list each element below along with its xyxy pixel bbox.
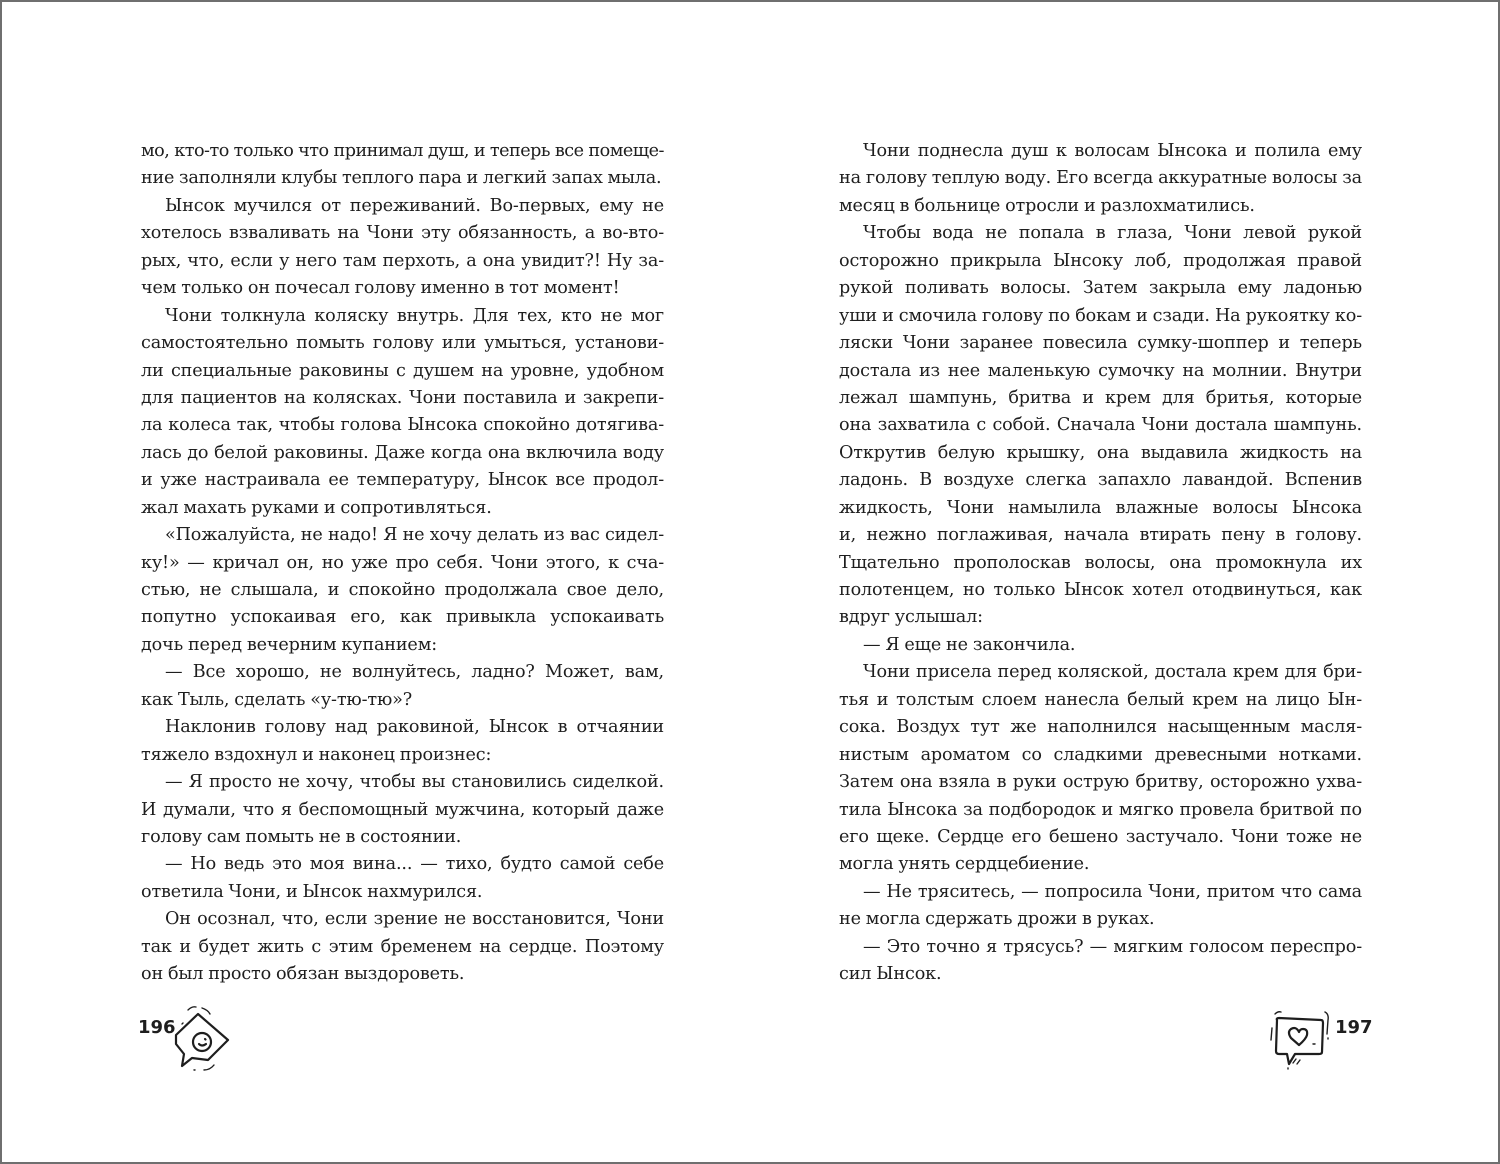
text-line: могла унять сердцебиение. [839,854,1090,875]
text-line: тья и толстым слоем нанесла белый крем на лицо Ын- [839,689,1362,710]
text-line: сока. Воздух тут же наполнился насыщенным масля- [839,717,1362,738]
text-line: мо, кто-то только что принимал душ, и теперь все помеще- [141,141,664,161]
text-line: — Все хорошо, не волнуйтесь, ладно? Может, вам, [165,662,664,683]
text-line: Наклонив голову над раковиной, Ынсок в отчаянии [165,717,664,738]
text-line: на голову теплую воду. Его всегда аккуратные волосы за [839,168,1362,189]
text-line: жидкость, Чони намылила влажные волосы Ынсока [839,497,1362,518]
text-line: самостоятельно помыть голову или умыться, установи- [141,333,664,354]
text-line: как Тыль, сделать «у-тю-тю»? [141,689,413,710]
text-line: вдруг услышал: [839,607,983,628]
text-line: ние заполняли клубы теплого пара и легкий запах мыла. [141,168,662,189]
text-line: Чони толкнула коляску внутрь. Для тех, кто не мог [165,305,664,326]
text-line: достала из нее маленькую сумочку на молнии. Внутри [839,360,1362,381]
text-line: ответила Чони, и Ынсок нахмурился. [141,881,483,902]
text-line: рых, что, если у него там перхоть, а она увидит?! Ну за- [141,250,664,271]
text-line: попутно успокаивая его, как привыкла успокаивать [141,607,664,628]
text-line: — Я еще не закончила. [863,634,1076,655]
page-number-right: 197 [1335,1017,1373,1038]
page-number-left: 196 [138,1017,176,1038]
text-line: — Не тряситесь, — попросила Чони, притом что сама [863,881,1362,902]
text-line: Затем она взяла в руки острую бритву, осторожно ухва- [839,772,1362,793]
text-line: И думали, что я беспомощный мужчина, который даже [141,799,664,820]
text-line: — Это точно я трясусь? — мягким голосом переспро- [863,936,1362,957]
text-line: стью, не слышала, и спокойно продолжала свое дело, [141,580,664,600]
text-line: Открутив белую крышку, она выдавила жидкость на [839,442,1362,463]
text-line: хотелось взваливать на Чони эту обязанность, а во-вто- [141,223,664,244]
text-line: Ынсок мучился от переживаний. Во-первых, ему не [165,195,664,216]
text-line: он был просто обязан выздороветь. [141,964,465,985]
text-line: Тщательно прополоскав волосы, она промокнула их [839,552,1362,573]
text-line: — Но ведь это моя вина... — тихо, будто самой себе [165,854,664,875]
text-line: его щеке. Сердце его бешено застучало. Чони тоже не [839,826,1362,847]
text-line: ляски Чони заранее повесила сумку-шоппер и теперь [839,333,1362,354]
right-page-text [839,138,1362,989]
text-line: тяжело вздохнул и наконец произнес: [141,744,492,765]
text-line: и, нежно поглаживая, начала втирать пену в голову. [839,525,1362,546]
smiley-speech-bubble-icon [168,1002,238,1074]
text-line: тила Ынсока за подбородок и мягко провела бритвой по [839,799,1362,820]
text-line: Чтобы вода не попала в глаза, Чони левой рукой [863,223,1362,244]
text-line: осторожно прикрыла Ынсоку лоб, продолжая правой [839,250,1362,271]
text-line: так и будет жить с этим бременем на сердце. Поэтому [141,936,664,957]
text-line: лежал шампунь, бритва и крем для бритья, которые [839,387,1362,408]
text-line: Чони присела перед коляской, достала крем для бри- [863,662,1362,683]
text-line: ли специальные раковины с душем на уровне, удобном [141,360,664,381]
text-line: для пациентов на колясках. Чони поставила и закрепи- [141,387,664,408]
text-line: месяц в больнице отросли и разлохматились. [839,195,1255,216]
text-line: она захватила с собой. Сначала Чони достала шампунь. [839,415,1362,436]
text-line: дочь перед вечерним купанием: [141,634,438,655]
text-line: — Я просто не хочу, чтобы вы становились сиделкой. [165,772,664,793]
text-line: и уже настраивала ее температуру, Ынсок все продол- [141,470,664,491]
heart-speech-bubble-icon [1265,1008,1335,1072]
text-line: голову сам помыть не в состоянии. [141,826,462,847]
text-line: ладонь. В воздухе слегка запахло лавандой. Вспенив [839,470,1362,491]
text-line: лась до белой раковины. Даже когда она включила воду [141,442,664,463]
text-line: Чони поднесла душ к волосам Ынсока и полила ему [863,141,1362,161]
text-line: Он осознал, что, если зрение не восстановится, Чони [165,909,664,930]
left-page-text [141,138,664,989]
text-line: не могла сдержать дрожи в руках. [839,909,1155,930]
text-line: уши и смочила голову по бокам и сзади. На рукоятку ко- [839,305,1362,326]
text-line: чем только он почесал голову именно в тот момент! [141,278,620,299]
text-line: ку!» — кричал он, но уже про себя. Чони этого, к сча- [141,552,664,573]
text-line: жал махать руками и сопротивляться. [141,497,492,518]
text-line: рукой поливать волосы. Затем закрыла ему ладонью [839,278,1362,299]
text-line: сил Ынсок. [839,964,942,985]
text-line: полотенцем, но только Ынсок хотел отодвинуться, как [839,580,1362,600]
text-line: «Пожалуйста, не надо! Я не хочу делать из вас сидел- [165,525,664,546]
text-line: ла колеса так, чтобы голова Ынсока спокойно дотягива- [141,415,664,436]
text-line: нистым ароматом со сладкими древесными нотками. [839,744,1362,765]
